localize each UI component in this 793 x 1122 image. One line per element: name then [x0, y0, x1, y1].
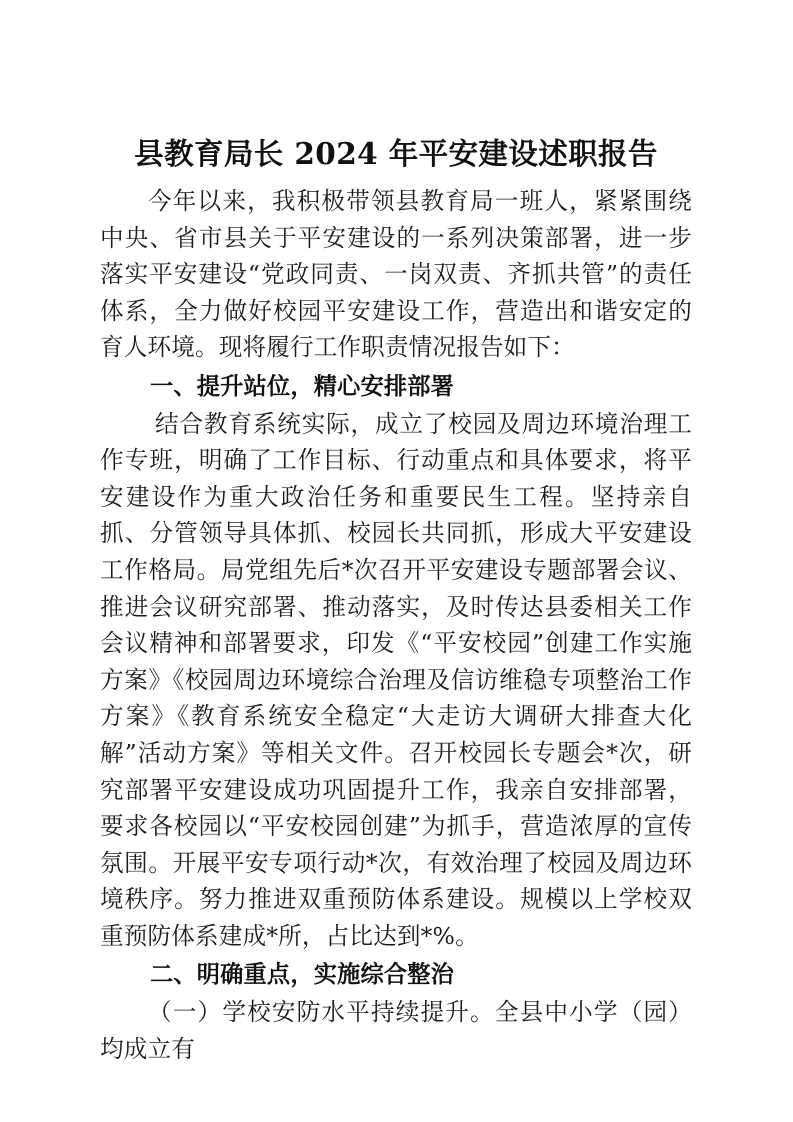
section-heading-two: 二、明确重点，实施综合整治: [150, 961, 455, 989]
paragraph-section-one-body: 结合教育系统实际，成立了校园及周边环境治理工作专班，明确了工作目标、行动重点和具体要求，将平安建设作为重大政治任务和重要民生工程。坚持亲自抓、分管领导具体抓、校园长共同抓，形成大平安建设工作格局。局党组先后*次召开平安建设专题部署会议、推进会议研究部署、推动落实，及时传达县委相关工作会议精神和部署要求，印发《“平安校园”创建工作实施方案》《校园周边环境综合治理及信访维稳专项整治工作方案》《教育系统安全稳定“大走访大调研大排查大化解”活动方案》等相关文件。召开校园长专题会*次，研究部署平安建设成功巩固提升工作，我亲自安排部署，要求各校园以“平安校园创建”为抓手，营造浓厚的宣传氛围。开展平安专项行动*次，有效治理了校园及周边环境秩序。努力推进双重预防体系建设。规模以上学校双重预防体系建成*所，占比达到*%。: [100, 409, 692, 950]
page-title: 县教育局长 2024 年平安建设述职报告: [134, 136, 658, 171]
section-heading-one: 一、提升站位，精心安排部署: [150, 372, 455, 400]
paragraph-section-two-item-one: （一）学校安防水平持续提升。全县中小学（园）均成立有: [100, 998, 692, 1063]
paragraph-intro: 今年以来，我积极带领县教育局一班人，紧紧围绕中央、省市县关于平安建设的一系列决策部署，进一步落实平安建设“党政同责、一岗双责、齐抓共管”的责任体系，全力做好校园平安建设工作，营造出和谐安定的育人环境。现将履行工作职责情况报告如下：: [100, 187, 692, 362]
document-content: [100, 133, 692, 1067]
